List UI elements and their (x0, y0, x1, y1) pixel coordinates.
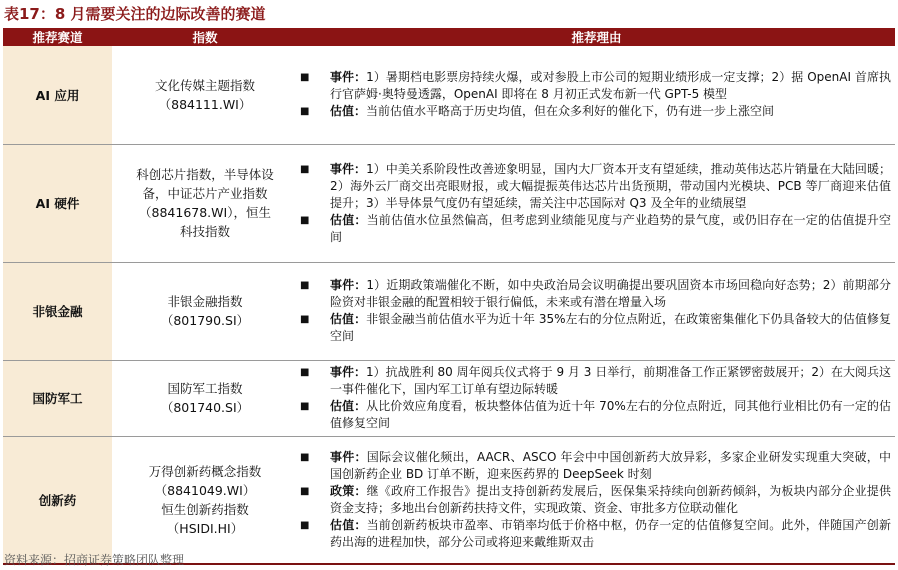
reason-bullet (298, 517, 891, 551)
track-cell: 国防军工 (3, 360, 112, 436)
table-header (3, 28, 895, 46)
track-cell: AI 硬件 (3, 144, 112, 262)
index-line: 国防军工指数 (167, 381, 243, 396)
reason-bullet (298, 161, 891, 212)
reason-bullet (298, 69, 891, 103)
reason-bullet (298, 212, 891, 246)
reason-bullet (298, 311, 891, 345)
bullet-square-icon: ■ (300, 451, 310, 463)
track-cell: 创新药 (3, 436, 112, 564)
reason-cell (298, 46, 895, 144)
bullet-square-icon: ■ (300, 106, 310, 118)
reason-cell (298, 262, 895, 360)
index-line: 非银金融指数 (167, 294, 243, 309)
reason-bullet (298, 449, 891, 483)
reason-body: 当前创新药板块市盈率、市销率均低于价格中枢，仍存一定的估值修复空间。此外，伴随国产创新药出海的进程加快，部分公司或将迎来戴维斯双击 (330, 517, 891, 549)
reason-label: 估值： (330, 104, 367, 119)
index-line: （801790.SI） (160, 313, 250, 328)
index-line: 万得创新药概念指数 (148, 463, 262, 479)
index-line: （HSIDI.HI） (166, 520, 244, 536)
index-line: 文化传媒主题指数 (154, 77, 255, 93)
reason-label: 估值： (330, 517, 367, 532)
reason-body: 国际会议催化频出，AACR、ASCO 年会中中国创新药大放异彩，多家企业研发实现重大突破，中国创新药企业 BD 订单不断，迎来医药界的 DeepSeek 时刻 (330, 449, 891, 481)
reason-body: 1）抗战胜利 80 周年阅兵仪式将于 9 月 3 日举行，前期准备工作正紧锣密鼓展开；2）在大阅兵这一事件催化下，国内军工订单有望边际转暖 (330, 365, 891, 396)
reason-text (330, 483, 891, 517)
table-row (3, 46, 895, 144)
reason-label: 事件： (330, 161, 367, 176)
table-row (3, 144, 895, 262)
reason-bullet (298, 483, 891, 517)
bullet-square-icon: ■ (300, 367, 310, 378)
index-cell (112, 262, 298, 360)
track-cell: AI 应用 (3, 46, 112, 144)
reason-bullet (298, 103, 891, 120)
index-cell (112, 360, 298, 436)
reason-body: 1）近期政策端催化不断，如中央政治局会议明确提出要巩固资本市场回稳向好态势；2）前期部分险资对非银金融的配置相较于银行偏低，未来或有潜在增量入场 (330, 278, 891, 309)
header-index: 指数 (112, 28, 298, 46)
reason-cell (298, 360, 895, 436)
reason-label: 政策： (330, 483, 367, 498)
reason-label: 事件： (330, 365, 367, 379)
index-cell (112, 144, 298, 262)
reason-text (330, 311, 891, 345)
reason-label: 估值： (330, 212, 367, 227)
table-row (3, 262, 895, 360)
reason-body: 当前估值水位虽然偏高，但考虑到业绩能见度与产业趋势的景气度，或仍旧存在一定的估值提升空间 (330, 212, 891, 244)
reason-label: 估值： (330, 399, 367, 413)
reason-text (330, 398, 891, 432)
recommendation-table (3, 28, 895, 565)
index-line: （8841049.WI） (154, 482, 256, 498)
table-title: 表17：8 月需要关注的边际改善的赛道 (4, 5, 266, 23)
index-cell (112, 436, 298, 564)
bullet-square-icon: ■ (300, 163, 310, 175)
reason-label: 事件： (330, 278, 367, 292)
reason-body: 从比价效应角度看，板块整体估值为近十年 70%左右的分位点附近，同其他行业相比仍有一定的估值修复空间 (330, 399, 891, 430)
table-row (3, 436, 895, 564)
bullet-square-icon: ■ (300, 485, 310, 497)
reason-label: 事件： (330, 70, 367, 85)
source-note: 资料来源：招商证券策略团队整理 (4, 553, 185, 567)
reason-cell (298, 144, 895, 262)
track-cell: 非银金融 (3, 262, 112, 360)
reason-body: 非银金融当前估值水平为近十年 35%左右的分位点附近，在政策密集催化下仍具备较大的估值修复空间 (330, 312, 891, 343)
bullet-square-icon: ■ (300, 280, 310, 291)
index-line: 科技指数 (179, 224, 230, 239)
reason-body: 1）中美关系阶段性改善迹象明显，国内大厂资本开支有望延续，推动英伟达芯片销量在大陆回暖；2）海外云厂商交出亮眼财报，或大幅提振英伟达芯片出货预期，带动国内光模块、PCB 等厂商迎来估值提升；3）半导体景气度仍有望延续，需关注中芯国际对 Q3 及全年的业绩展望 (330, 161, 891, 210)
table-row (3, 360, 895, 436)
bullet-square-icon: ■ (300, 401, 310, 412)
reason-body: 1）暑期档电影票房持续火爆，或对参股上市公司的短期业绩形成一定支撑；2）据 OpenAI 首席执行官萨姆·奥特曼透露，OpenAI 即将在 8 月初正式发布新一代 GPT-5 模型 (330, 70, 891, 102)
reason-text (330, 277, 891, 311)
index-line: 恒生创新药指数 (161, 501, 249, 517)
reason-body: 继《政府工作报告》提出支持创新药发展后，医保集采持续向创新药倾斜，为板块内部分企业提供资金支持；多地出台创新药扶持文件，实现政策、资金、审批多方位联动催化 (330, 483, 891, 515)
reason-bullet (298, 364, 891, 398)
index-line: （884111.WI） (158, 96, 252, 112)
reason-bullet (298, 277, 891, 311)
reason-text (330, 212, 891, 246)
reason-text (330, 517, 891, 551)
reason-bullet (298, 398, 891, 432)
index-line: （801740.SI） (160, 400, 250, 415)
index-line: 科创芯片指数，半导体设 (136, 167, 274, 182)
header-reason: 推荐理由 (298, 28, 895, 46)
reason-label: 事件： (330, 449, 367, 464)
index-line: 备，中证芯片产业指数 (142, 186, 268, 201)
bullet-square-icon: ■ (300, 519, 310, 531)
reason-cell (298, 436, 895, 564)
reason-text (330, 449, 891, 483)
reason-body: 当前估值水平略高于历史均值，但在众多利好的催化下，仍有进一步上涨空间 (366, 104, 775, 119)
bullet-square-icon: ■ (300, 314, 310, 325)
reason-text (330, 364, 891, 398)
index-line: （8841678.WI），恒生 (139, 205, 271, 220)
bullet-square-icon: ■ (300, 72, 310, 84)
reason-text (330, 161, 891, 212)
reason-text (330, 69, 891, 103)
reason-text (330, 103, 891, 120)
reason-label: 估值： (330, 312, 367, 326)
header-track: 推荐赛道 (3, 28, 112, 46)
bullet-square-icon: ■ (300, 214, 310, 226)
index-cell (112, 46, 298, 144)
